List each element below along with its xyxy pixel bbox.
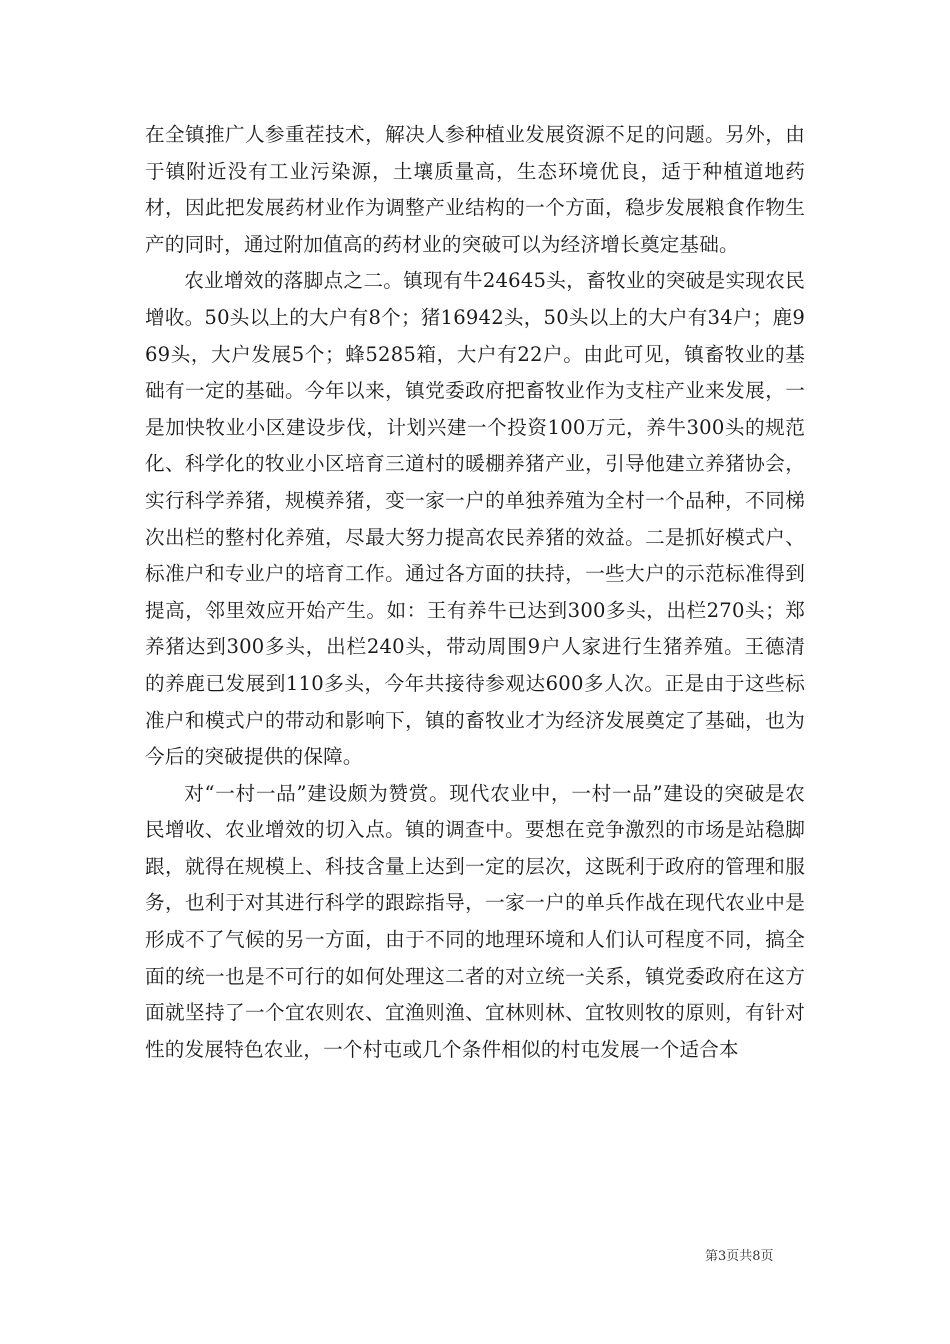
page-number-footer: 第3页共8页 (705, 1249, 774, 1264)
paragraph-3: 对“一村一品”建设颇为赞赏。现代农业中，一村一品”建设的突破是农民增收、农业增效的切入点。镇的调查中。要想在竞争激烈的市场是站稳脚跟，就得在规模上、科技含量上达到一定的层次，这既利于政府的管理和服务，也利于对其进行科学的跟踪指导，一家一户的单兵作战在现代农业中是形成不了气候的另一方面，由于不同的地理环境和人们认可程度不同，搞全面的统一也是不可行的如何处理这二者的对立统一关系，镇党委政府在这方面就坚持了一个宜农则农、宜渔则渔、宜林则林、宜牧则牧的原则，有针对性的发展特色农业，一个村屯或几个条件相似的村屯发展一个适合本 (145, 781, 805, 1061)
paragraph-2: 农业增效的落脚点之二。镇现有牛24645头，畜牧业的突破是实现农民增收。50头以上的大户有8个；猪16942头，50头以上的大户有34户；鹿969头，大户发展5个；蜂5285箱，大户有22户。由此可见，镇畜牧业的基础有一定的基础。今年以来，镇党委政府把畜牧业作为支柱产业来发展，一是加快牧业小区建设步伐，计划兴建一个投资100万元，养牛300头的规范化、科学化的牧业小区培育三道村的暖棚养猪产业，引导他建立养猪协会，实行科学养猪，规模养猪，变一家一户的单独养殖为全村一个品种，不同梯次出栏的整村化养殖，尽最大努力提高农民养猪的效益。二是抓好模式户、标准户和专业户的培育工作。通过各方面的扶持，一些大户的示范标准得到提高，邻里效应开始产生。如：王有养牛已达到300多头，出栏270头；郑养猪达到300多头，出栏240头，带动周围9户人家进行生猪养殖。王德清的养鹿已发展到110多头，今年共接待参观达600多人次。正是由于这些标准户和模式户的带动和影响下，镇的畜牧业才为经济发展奠定了基础，也为今后的突破提供的保障。 (145, 269, 805, 769)
document-body (145, 117, 805, 1068)
paragraph-1: 在全镇推广人参重茬技术，解决人参种植业发展资源不足的问题。另外，由于镇附近没有工业污染源，土壤质量高，生态环境优良，适于种植道地药材，因此把发展药材业作为调整产业结构的一个方面，稳步发展粮食作物生产的同时，通过附加值高的药材业的突破可以为经济增长奠定基础。 (145, 123, 805, 256)
